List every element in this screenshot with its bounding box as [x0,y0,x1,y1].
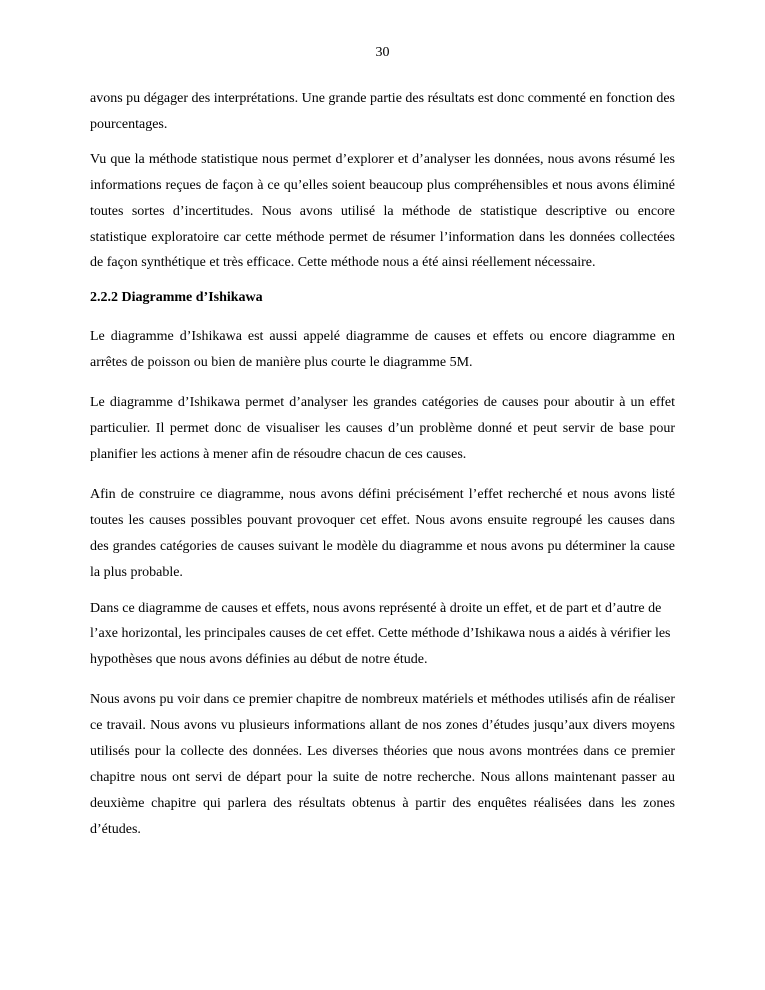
paragraph-ishikawa-purpose: Le diagramme d’Ishikawa permet d’analyser les grandes catégories de causes pour aboutir à un effet particulier. Il permet donc de visualiser les causes d’un problème donné et peut servir de base pour planifier les actions à mener afin de résoudre chacun de ces causes. [90,395,675,462]
paragraph-ishikawa-representation: Dans ce diagramme de causes et effets, nous avons représenté à droite un effet, et de part et d’autre de l’axe horizontal, les principales causes de cet effet. Cette méthode d’Ishikawa nous a aidés à vérifier les hypothèses que nous avons définies au début de notre étude. [90,600,671,668]
paragraph-chapter-summary: Nous avons pu voir dans ce premier chapitre de nombreux matériels et méthodes utilisés afin de réaliser ce travail. Nous avons vu plusieurs informations allant de nos zones d’études jusqu’aux divers moyens utilisés pour la collecte des données. Les diverses théories que nous avons montrées dans ce premier chapitre nous ont servi de départ pour la suite de notre recherche. Nous allons maintenant passer au deuxième chapitre qui parlera des résultats obtenus à partir des enquêtes réalisées dans les zones d’études. [90,692,675,837]
section-heading-ishikawa: 2.2.2 Diagramme d’Ishikawa [90,290,263,306]
paragraph-statistical-method: Vu que la méthode statistique nous permet d’explorer et d’analyser les données, nous avons résumé les informations reçues de façon à ce qu’elles soient beaucoup plus compréhensibles et nous avons éliminé toutes sortes d’incertitudes. Nous avons utilisé la méthode de statistique descriptive ou encore statistique exploratoire car cette méthode permet de résumer l’information dans les données collectées de façon synthétique et très efficace. Cette méthode nous a été ainsi réellement nécessaire. [90,151,675,271]
page-number: 30 [375,45,390,60]
document-body [90,86,675,843]
paragraph-ishikawa-definition: Le diagramme d’Ishikawa est aussi appelé diagramme de causes et effets ou encore diagramme en arrêtes de poisson ou bien de manière plus courte le diagramme 5M. [90,329,675,371]
paragraph-ishikawa-construction: Afin de construire ce diagramme, nous avons défini précisément l’effet recherché et nous avons listé toutes les causes possibles pouvant provoquer cet effet. Nous avons ensuite regroupé les causes dans des grandes catégories de causes suivant le modèle du diagramme et nous avons pu déterminer la cause la plus probable. [90,486,675,580]
paragraph-interpretations: avons pu dégager des interprétations. Une grande partie des résultats est donc commenté en fonction des pourcentages. [90,91,675,132]
